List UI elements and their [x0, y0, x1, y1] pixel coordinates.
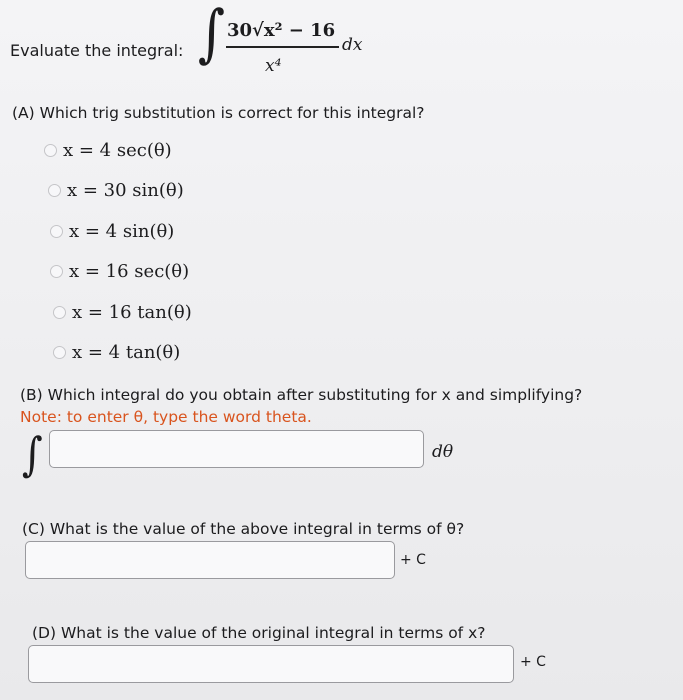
option-row[interactable]: [53, 302, 192, 323]
option-label: x = 4 tan(θ): [72, 342, 181, 363]
option-row[interactable]: [48, 180, 184, 201]
theta-answer-input[interactable]: [25, 541, 395, 579]
radio-button[interactable]: [50, 225, 63, 238]
option-row[interactable]: [50, 221, 174, 242]
theta-note: Note: to enter θ, type the word theta.: [20, 408, 312, 426]
option-row[interactable]: [44, 140, 172, 161]
option-row[interactable]: [50, 261, 189, 282]
integral-sign: ∫: [198, 0, 226, 70]
radio-button[interactable]: [53, 306, 66, 319]
option-label: x = 30 sin(θ): [67, 180, 184, 201]
fraction-bar: [226, 46, 339, 48]
integral-prompt: Evaluate the integral:: [10, 41, 184, 60]
option-label: x = 4 sin(θ): [69, 221, 175, 242]
question-d: (D) What is the value of the original integral in terms of x?: [32, 624, 486, 642]
option-label: x = 16 sec(θ): [69, 261, 190, 282]
question-a: (A) Which trig substitution is correct for this integral?: [12, 104, 425, 122]
radio-button[interactable]: [53, 346, 66, 359]
plus-c-label: + C: [400, 552, 426, 568]
integral-sign: ∫: [22, 428, 43, 482]
option-row[interactable]: [53, 342, 180, 363]
question-b: (B) Which integral do you obtain after substituting for x and simplifying?: [20, 386, 583, 404]
radio-button[interactable]: [50, 265, 63, 278]
question-c: (C) What is the value of the above integral in terms of θ?: [22, 520, 465, 538]
differential: dx: [342, 35, 363, 55]
integrand-denominator: x⁴: [265, 56, 282, 76]
radio-button[interactable]: [44, 144, 57, 157]
x-answer-input[interactable]: [28, 645, 514, 683]
integral-answer-input[interactable]: [49, 430, 424, 468]
option-label: x = 4 sec(θ): [63, 140, 172, 161]
integrand-numerator: 30√x² − 16: [227, 20, 336, 41]
option-label: x = 16 tan(θ): [72, 302, 192, 323]
plus-c-label: + C: [520, 654, 546, 670]
dtheta-label: dθ: [432, 442, 454, 462]
radio-button[interactable]: [48, 184, 61, 197]
